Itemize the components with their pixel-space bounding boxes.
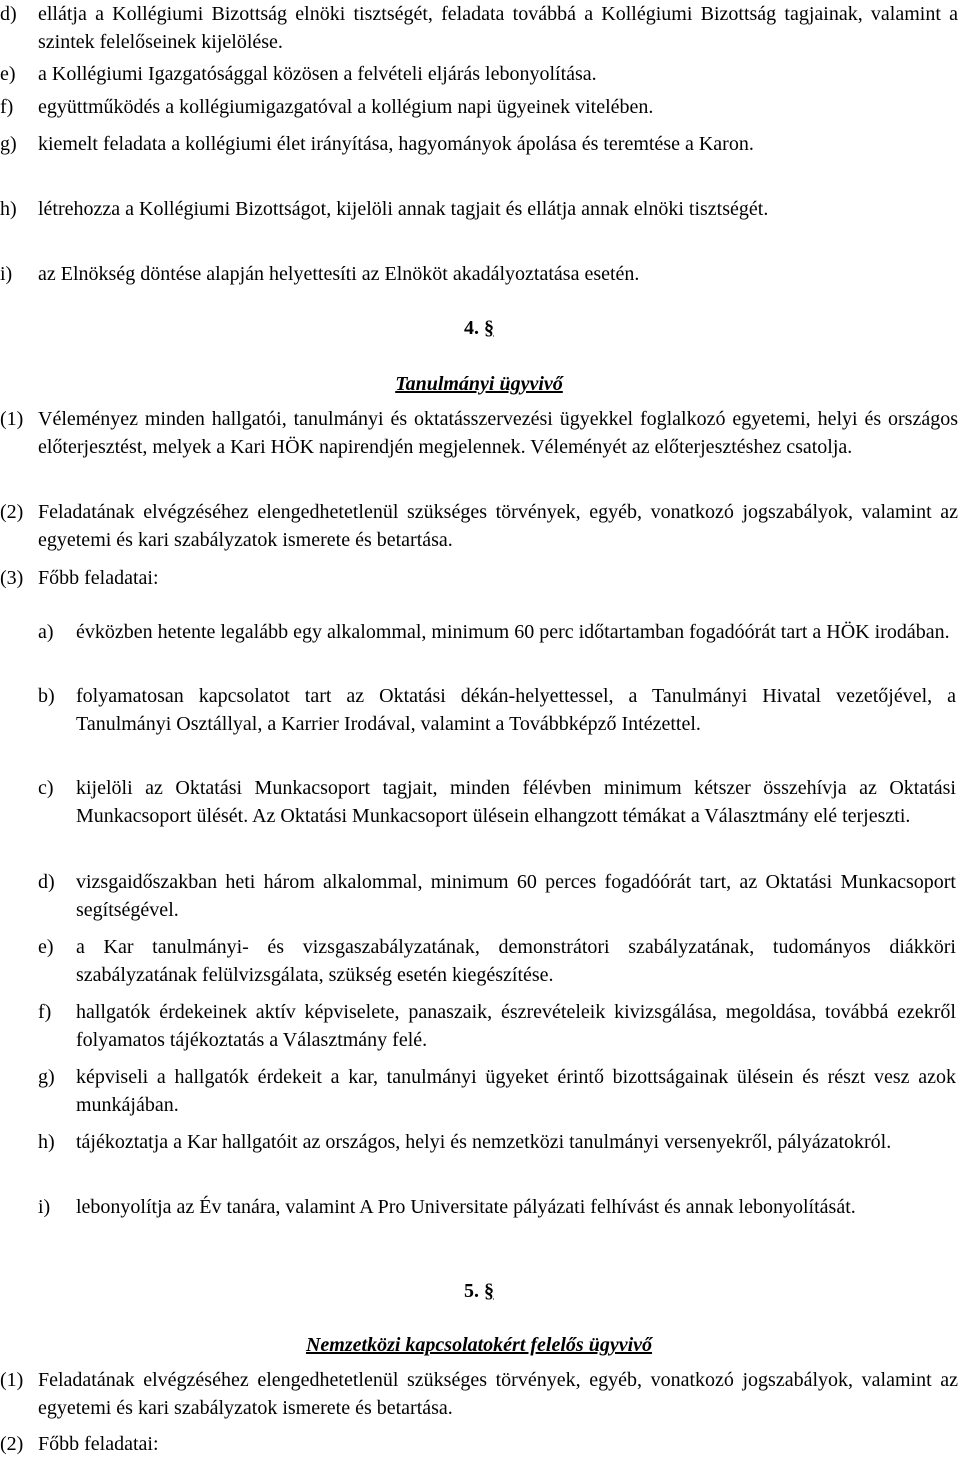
section-5-title (0, 1331, 958, 1359)
task-item-f (38, 998, 956, 1054)
list-marker: f) (0, 96, 14, 118)
task-text: évközben hetente legalább egy alkalommal, minimum 60 perc időtartamban fogadóórát tart a HÖK irodában. (76, 621, 950, 643)
task-marker: f) (38, 1001, 52, 1023)
list-item-e (0, 60, 958, 88)
section-4-number (0, 314, 958, 342)
paragraph-text: Véleményez minden hallgatói, tanulmányi és oktatásszervezési ügyekkel foglalkozó egyetemi, helyi és országos előterjesztést, melyek a Kari HÖK napirendjén megjelennek. Véleményét az előterjesztéshez csatolja. (38, 408, 958, 458)
task-text: folyamatosan kapcsolatot tart az Oktatási dékán-helyettessel, a Tanulmányi Hivatal vezetőjével, a Tanulmányi Osztállyal, a Karrier Irodával, valamint a Továbbképző Intézettel. (76, 685, 956, 735)
task-marker: b) (38, 685, 55, 707)
list-text: kiemelt feladata a kollégiumi élet irányítása, hagyományok ápolása és teremtése a Karon. (38, 133, 754, 155)
paragraph-sign: § (484, 1280, 494, 1302)
section-4-title (0, 370, 958, 398)
section-5-paragraph-2 (0, 1430, 958, 1458)
paragraph-text: Feladatának elvégzéséhez elengedhetetlenül szükséges törvények, egyéb, vonatkozó jogszabályok, valamint az egyetemi és kari szabályzatok ismerete és betartása. (38, 501, 958, 551)
section-number: 4. (464, 317, 479, 339)
task-text: a Kar tanulmányi- és vizsgaszabályzatának, demonstrátori szabályzatának, tudományos diákköri szabályzatának felülvizsgálata, szükség esetén kiegészítése. (76, 936, 956, 986)
list-marker: i) (0, 263, 13, 285)
paragraph-text: Feladatának elvégzéséhez elengedhetetlenül szükséges törvények, egyéb, vonatkozó jogszabályok, valamint az egyetemi és kari szabályzatok ismerete és betartása. (38, 1369, 958, 1419)
section-title: Tanulmányi ügyvivő (395, 373, 563, 395)
task-marker: i) (38, 1196, 51, 1218)
task-text: lebonyolítja az Év tanára, valamint A Pro Universitate pályázati felhívást és annak lebonyolítását. (76, 1196, 856, 1218)
task-item-d (38, 868, 956, 924)
list-marker: d) (0, 3, 17, 25)
task-item-g (38, 1063, 956, 1119)
task-item-e (38, 933, 956, 989)
section-title: Nemzetközi kapcsolatokért felelős ügyvivő (305, 1334, 653, 1356)
task-text: képviseli a hallgatók érdekeit a kar, tanulmányi ügyeket érintő bizottságainak ülésein és részt vesz azok munkájában. (76, 1066, 956, 1116)
paragraph-text: Főbb feladatai: (38, 567, 159, 589)
list-text: az Elnökség döntése alapján helyettesíti az Elnököt akadályoztatása esetén. (38, 263, 640, 285)
section-number: 5. (464, 1280, 479, 1302)
task-item-a (38, 618, 956, 646)
paragraph-text: Főbb feladatai: (38, 1433, 159, 1455)
section-5-number (0, 1277, 958, 1305)
list-item-i (0, 260, 958, 288)
section-4-paragraph-1 (0, 405, 958, 461)
task-item-i (38, 1193, 956, 1221)
paragraph-marker: (3) (0, 567, 24, 589)
task-marker: c) (38, 777, 54, 799)
list-item-d (0, 0, 958, 56)
task-marker: d) (38, 871, 55, 893)
list-text: együttműködés a kollégiumigazgatóval a kollégium napi ügyeinek vitelében. (38, 96, 654, 118)
task-marker: g) (38, 1066, 55, 1088)
list-text: a Kollégiumi Igazgatósággal közösen a felvételi eljárás lebonyolítása. (38, 63, 597, 85)
task-marker: e) (38, 936, 54, 958)
paragraph-sign: § (484, 317, 494, 339)
task-marker: a) (38, 621, 54, 643)
task-text: tájékoztatja a Kar hallgatóit az országos, helyi és nemzetközi tanulmányi versenyekről, pályázatokról. (76, 1131, 892, 1153)
section-5-paragraph-1 (0, 1366, 958, 1422)
task-item-b (38, 682, 956, 738)
list-marker: e) (0, 63, 16, 85)
list-marker: g) (0, 133, 17, 155)
task-item-h (38, 1128, 956, 1156)
list-item-h (0, 195, 958, 223)
list-item-f (0, 93, 958, 121)
task-text: kijelöli az Oktatási Munkacsoport tagjait, minden félévben minimum kétszer összehívja az Oktatási Munkacsoport ülését. Az Oktatási Munkacsoport ülésein elhangzott témákat a Választmány elé terjeszti. (76, 777, 956, 827)
paragraph-marker: (2) (0, 1433, 24, 1455)
task-item-c (38, 774, 956, 830)
paragraph-marker: (2) (0, 501, 24, 523)
list-text: létrehozza a Kollégiumi Bizottságot, kijelöli annak tagjait és ellátja annak elnöki tisztségét. (38, 198, 769, 220)
section-4-paragraph-3 (0, 564, 958, 592)
list-text: ellátja a Kollégiumi Bizottság elnöki tisztségét, feladata továbbá a Kollégiumi Bizottság tagjainak, valamint a szintek felelőseinek kijelölése. (38, 3, 958, 53)
paragraph-marker: (1) (0, 408, 24, 430)
section-4-paragraph-2 (0, 498, 958, 554)
task-text: vizsgaidőszakban heti három alkalommal, minimum 60 perces fogadóórát tart, az Oktatási Munkacsoport segítségével. (76, 871, 956, 921)
list-item-g (0, 130, 958, 158)
task-marker: h) (38, 1131, 55, 1153)
paragraph-marker: (1) (0, 1369, 24, 1391)
task-text: hallgatók érdekeinek aktív képviselete, panaszaik, észrevételeik kivizsgálása, megoldása, továbbá ezekről folyamatos tájékoztatás a Választmány felé. (76, 1001, 956, 1051)
list-marker: h) (0, 198, 17, 220)
